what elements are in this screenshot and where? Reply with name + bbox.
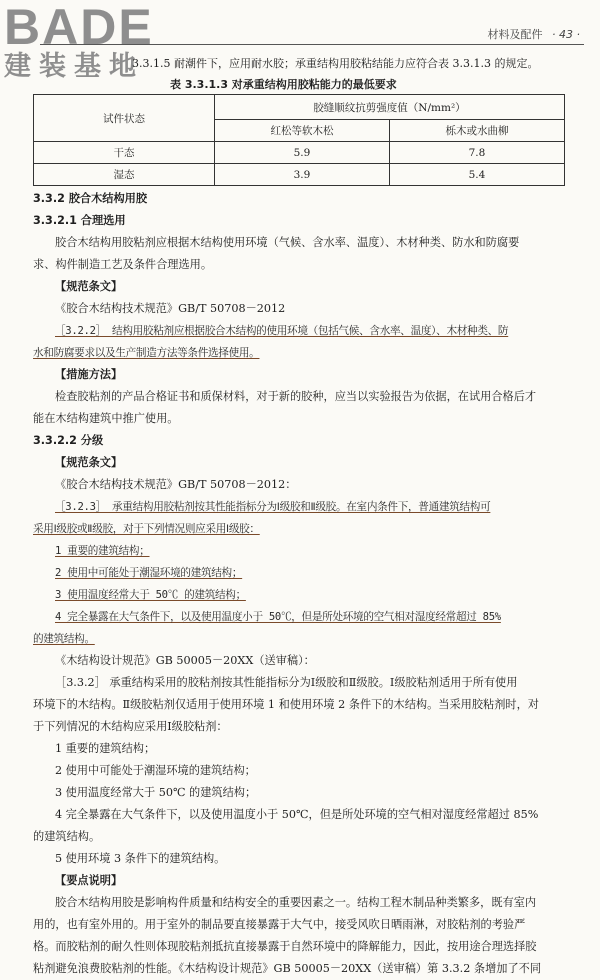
bracket-label: 【规范条文】: [55, 456, 123, 469]
list-item: 5 使用环境 3 条件下的建筑结构。: [55, 852, 226, 865]
strength-table: [33, 94, 565, 186]
paragraph-line: 求、构件制造工艺及条件合理选用。: [33, 258, 213, 271]
handwritten-clause: ［3.2.2］ 结构用胶粘剂应根据胶合木结构的使用环境（包括气候、含水率、温度）、木材种类、防: [55, 325, 509, 337]
handwritten-list-item: 1 重要的建筑结构；: [55, 545, 150, 557]
table-header-state: 试件状态: [34, 95, 215, 142]
standard-citation: 《胶合木结构技术规范》GB/T 50708－2012：: [55, 478, 297, 491]
table-cell-value: 5.4: [389, 164, 564, 186]
paragraph-line: 胶合木结构用胶是影响构件质量和结构安全的重要因素之一。结构工程木制品种类繁多，既有室内: [55, 896, 537, 909]
paragraph-line: 用的，也有室外用的。用于室外的制品要直接暴露于大气中，接受风吹日晒雨淋，对胶粘剂的考验严: [33, 918, 526, 931]
table-row: [34, 164, 565, 186]
list-item: 的建筑结构。: [33, 830, 101, 843]
logo-subtitle: 建装基地: [4, 51, 144, 82]
logo-wordmark: BADE: [4, 0, 154, 55]
table-cell-state: 干态: [34, 142, 215, 164]
standard-citation: 《木结构设计规范》GB 50005－20XX（送审稿）：: [55, 654, 315, 667]
bracket-label: 【要点说明】: [55, 874, 123, 887]
table-cell-value: 5.9: [215, 142, 390, 164]
table-cell-state: 湿态: [34, 164, 215, 186]
table-row: [34, 142, 565, 164]
table-subheader-oak: 栎木或水曲柳: [389, 120, 564, 142]
running-header: [488, 26, 580, 42]
clause-line: 环境下的木结构。Ⅱ级胶粘剂仅适用于使用环境 1 和使用环境 2 条件下的木结构。当采用胶粘剂时，对: [33, 698, 539, 711]
table-subheader-softwood: 红松等软木松: [215, 120, 390, 142]
intro-line: 3.3.1.5 耐潮件下，应用耐水胶；承重结构用胶粘结能力应符合表 3.3.1.3 的规定。: [132, 57, 539, 70]
header-divider: [40, 44, 584, 45]
table-cell-value: 7.8: [389, 142, 564, 164]
handwritten-clause: 采用Ⅰ级胶或Ⅱ级胶，对于下列情况则应采用Ⅰ级胶：: [33, 523, 260, 535]
list-item: 1 重要的建筑结构；: [55, 742, 156, 755]
paragraph-line: 检查胶粘剂的产品合格证书和质保材料，对于新的胶种，应当以实验报告为依据，在试用合格后才: [55, 390, 537, 403]
table-cell-value: 3.9: [215, 164, 390, 186]
clause-line: 于下列情况的木结构应采用Ⅰ级胶粘剂：: [33, 720, 228, 733]
subsection-heading: 3.3.2.2 分级: [33, 434, 104, 447]
list-item: 4 完全暴露在大气条件下，以及使用温度小于 50℃，但是所处环境的空气相对湿度经常超过 85%: [55, 808, 539, 821]
handwritten-list-item: 的建筑结构。: [33, 633, 95, 645]
handwritten-list-item: 4 完全暴露在大气条件下，以及使用温度小于 50℃，但是所处环境的空气相对湿度经常超过 85%: [55, 611, 501, 623]
paragraph-line: 格。而胶粘剂的耐久性则体现胶粘剂抵抗直接暴露于自然环境中的降解能力，因此，按用途合理选择胶: [33, 940, 537, 953]
body-text: [33, 188, 581, 980]
paragraph-line: 粘剂避免浪费胶粘剂的性能。《木结构设计规范》GB 50005－20XX（送审稿）第 3.3.2 条增加了不同: [33, 962, 542, 975]
section-title: 材料及配件: [487, 28, 543, 41]
bracket-label: 【规范条文】: [55, 280, 123, 293]
section-heading: 3.3.2 胶合木结构用胶: [33, 192, 148, 205]
bracket-label: 【措施方法】: [55, 368, 123, 381]
paragraph-line: 胶合木结构用胶粘剂应根据木结构使用环境（气候、含水率、温度）、木材种类、防水和防腐要: [55, 236, 520, 249]
handwritten-list-item: 2 使用中可能处于潮湿环境的建筑结构；: [55, 567, 243, 579]
paragraph-line: 能在木结构建筑中推广使用。: [33, 412, 179, 425]
list-item: 2 使用中可能处于潮湿环境的建筑结构；: [55, 764, 256, 777]
subsection-heading: 3.3.2.1 合理选用: [33, 214, 126, 227]
handwritten-clause: ［3.2.3］ 承重结构用胶粘剂按其性能指标分为Ⅰ级胶和Ⅱ级胶。在室内条件下，普通建筑结构可: [55, 501, 491, 513]
table-header-group: 胶缝顺纹抗剪强度值（N/mm²）: [215, 95, 565, 120]
list-item: 3 使用温度经常大于 50℃ 的建筑结构；: [55, 786, 257, 799]
standard-citation: 《胶合木结构技术规范》GB/T 50708－2012: [55, 302, 286, 315]
handwritten-list-item: 3 使用温度经常大于 50℃ 的建筑结构；: [55, 589, 246, 601]
table-caption: 表 3.3.1.3 对承重结构用胶粘能力的最低要求: [170, 78, 397, 91]
page-number: · 43 ·: [552, 28, 580, 41]
handwritten-clause: 水和防腐要求以及生产制造方法等条件选择使用。: [33, 347, 260, 359]
clause-line: ［3.3.2］ 承重结构采用的胶粘剂按其性能指标分为Ⅰ级胶和Ⅱ级胶。Ⅰ级胶粘剂适用于所有使用: [55, 676, 518, 689]
